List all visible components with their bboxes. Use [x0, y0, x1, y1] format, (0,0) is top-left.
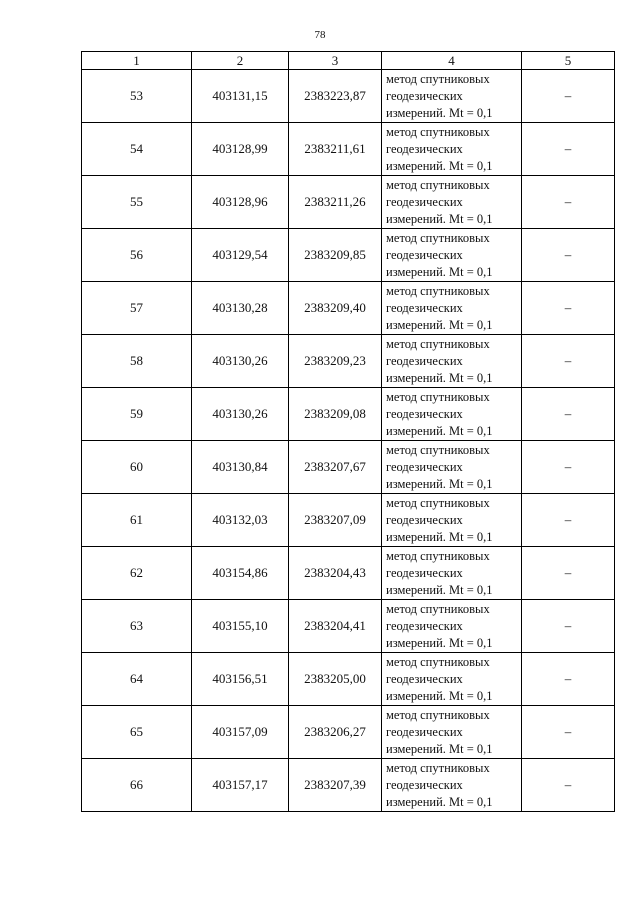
method-line: измерений. Mt = 0,1	[386, 105, 493, 120]
method-line: геодезических	[386, 247, 463, 262]
method-line: метод спутниковых	[386, 601, 490, 616]
method-cell	[382, 706, 522, 759]
method-line: геодезических	[386, 141, 463, 156]
note-cell: –	[522, 229, 615, 282]
note-cell: –	[522, 335, 615, 388]
method-line: геодезических	[386, 88, 463, 103]
method-line: метод спутниковых	[386, 495, 490, 510]
note-cell: –	[522, 653, 615, 706]
point-number-cell: 63	[82, 600, 192, 653]
x-coordinate-cell: 403131,15	[192, 70, 289, 123]
x-coordinate-cell: 403156,51	[192, 653, 289, 706]
x-coordinate-cell: 403130,28	[192, 282, 289, 335]
method-cell	[382, 70, 522, 123]
note-cell: –	[522, 547, 615, 600]
point-number-cell: 65	[82, 706, 192, 759]
method-cell	[382, 388, 522, 441]
coordinates-table	[81, 51, 615, 812]
method-cell	[382, 759, 522, 812]
method-line: измерений. Mt = 0,1	[386, 529, 493, 544]
method-cell	[382, 176, 522, 229]
table-row	[82, 229, 615, 282]
method-line: метод спутниковых	[386, 177, 490, 192]
method-line: геодезических	[386, 194, 463, 209]
y-coordinate-cell: 2383204,43	[289, 547, 382, 600]
point-number-cell: 61	[82, 494, 192, 547]
table-body	[82, 70, 615, 812]
x-coordinate-cell: 403132,03	[192, 494, 289, 547]
method-line: измерений. Mt = 0,1	[386, 582, 493, 597]
y-coordinate-cell: 2383207,39	[289, 759, 382, 812]
method-cell	[382, 123, 522, 176]
method-line: измерений. Mt = 0,1	[386, 211, 493, 226]
y-coordinate-cell: 2383211,26	[289, 176, 382, 229]
method-line: измерений. Mt = 0,1	[386, 423, 493, 438]
y-coordinate-cell: 2383209,23	[289, 335, 382, 388]
table-row	[82, 441, 615, 494]
method-line: метод спутниковых	[386, 654, 490, 669]
note-cell: –	[522, 123, 615, 176]
method-line: метод спутниковых	[386, 71, 490, 86]
x-coordinate-cell: 403128,96	[192, 176, 289, 229]
y-coordinate-cell: 2383223,87	[289, 70, 382, 123]
table-row	[82, 600, 615, 653]
note-cell: –	[522, 759, 615, 812]
x-coordinate-cell: 403157,09	[192, 706, 289, 759]
table-row	[82, 176, 615, 229]
method-cell	[382, 335, 522, 388]
table-row	[82, 494, 615, 547]
note-cell: –	[522, 706, 615, 759]
note-cell: –	[522, 494, 615, 547]
table-row	[82, 547, 615, 600]
method-line: измерений. Mt = 0,1	[386, 741, 493, 756]
table-row	[82, 70, 615, 123]
note-cell: –	[522, 70, 615, 123]
method-cell	[382, 653, 522, 706]
method-line: геодезических	[386, 459, 463, 474]
method-line: измерений. Mt = 0,1	[386, 794, 493, 809]
point-number-cell: 66	[82, 759, 192, 812]
column-header-2: 2	[192, 52, 289, 70]
method-line: метод спутниковых	[386, 124, 490, 139]
method-cell	[382, 600, 522, 653]
method-cell	[382, 282, 522, 335]
method-line: измерений. Mt = 0,1	[386, 688, 493, 703]
method-line: измерений. Mt = 0,1	[386, 264, 493, 279]
point-number-cell: 57	[82, 282, 192, 335]
method-line: метод спутниковых	[386, 707, 490, 722]
method-line: метод спутниковых	[386, 283, 490, 298]
method-line: метод спутниковых	[386, 336, 490, 351]
method-line: измерений. Mt = 0,1	[386, 635, 493, 650]
point-number-cell: 60	[82, 441, 192, 494]
table-row	[82, 759, 615, 812]
x-coordinate-cell: 403129,54	[192, 229, 289, 282]
method-cell	[382, 441, 522, 494]
method-line: измерений. Mt = 0,1	[386, 158, 493, 173]
y-coordinate-cell: 2383207,09	[289, 494, 382, 547]
x-coordinate-cell: 403154,86	[192, 547, 289, 600]
point-number-cell: 53	[82, 70, 192, 123]
method-line: метод спутниковых	[386, 548, 490, 563]
method-line: метод спутниковых	[386, 389, 490, 404]
point-number-cell: 62	[82, 547, 192, 600]
y-coordinate-cell: 2383206,27	[289, 706, 382, 759]
method-line: измерений. Mt = 0,1	[386, 476, 493, 491]
point-number-cell: 56	[82, 229, 192, 282]
x-coordinate-cell: 403157,17	[192, 759, 289, 812]
x-coordinate-cell: 403128,99	[192, 123, 289, 176]
y-coordinate-cell: 2383211,61	[289, 123, 382, 176]
table-row	[82, 653, 615, 706]
point-number-cell: 58	[82, 335, 192, 388]
x-coordinate-cell: 403155,10	[192, 600, 289, 653]
table-row	[82, 706, 615, 759]
point-number-cell: 54	[82, 123, 192, 176]
x-coordinate-cell: 403130,84	[192, 441, 289, 494]
method-line: метод спутниковых	[386, 760, 490, 775]
point-number-cell: 55	[82, 176, 192, 229]
column-header-5: 5	[522, 52, 615, 70]
y-coordinate-cell: 2383209,08	[289, 388, 382, 441]
method-line: геодезических	[386, 671, 463, 686]
method-line: геодезических	[386, 618, 463, 633]
method-line: геодезических	[386, 565, 463, 580]
table-header-row	[82, 52, 615, 70]
x-coordinate-cell: 403130,26	[192, 388, 289, 441]
x-coordinate-cell: 403130,26	[192, 335, 289, 388]
y-coordinate-cell: 2383207,67	[289, 441, 382, 494]
method-line: метод спутниковых	[386, 442, 490, 457]
page-number: 78	[314, 29, 326, 41]
method-line: метод спутниковых	[386, 230, 490, 245]
method-cell	[382, 229, 522, 282]
method-cell	[382, 494, 522, 547]
note-cell: –	[522, 388, 615, 441]
note-cell: –	[522, 282, 615, 335]
note-cell: –	[522, 441, 615, 494]
table-row	[82, 335, 615, 388]
method-line: измерений. Mt = 0,1	[386, 370, 493, 385]
method-line: геодезических	[386, 353, 463, 368]
method-line: геодезических	[386, 777, 463, 792]
table-row	[82, 123, 615, 176]
method-line: геодезических	[386, 406, 463, 421]
y-coordinate-cell: 2383209,40	[289, 282, 382, 335]
point-number-cell: 64	[82, 653, 192, 706]
point-number-cell: 59	[82, 388, 192, 441]
note-cell: –	[522, 176, 615, 229]
y-coordinate-cell: 2383204,41	[289, 600, 382, 653]
column-header-4: 4	[382, 52, 522, 70]
method-line: геодезических	[386, 724, 463, 739]
y-coordinate-cell: 2383209,85	[289, 229, 382, 282]
note-cell: –	[522, 600, 615, 653]
y-coordinate-cell: 2383205,00	[289, 653, 382, 706]
column-header-3: 3	[289, 52, 382, 70]
method-cell	[382, 547, 522, 600]
table-row	[82, 388, 615, 441]
method-line: измерений. Mt = 0,1	[386, 317, 493, 332]
method-line: геодезических	[386, 512, 463, 527]
column-header-1: 1	[82, 52, 192, 70]
table-row	[82, 282, 615, 335]
method-line: геодезических	[386, 300, 463, 315]
